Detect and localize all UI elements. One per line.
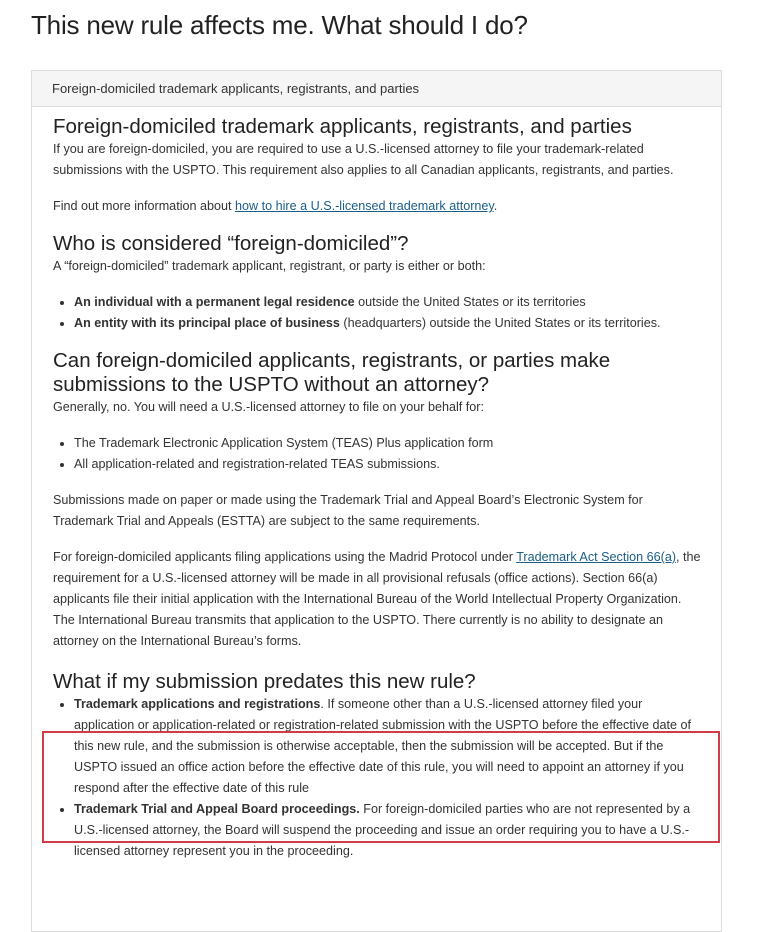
bold-text: An individual with a permanent legal residence xyxy=(74,295,355,309)
paragraph: A “foreign-domiciled” trademark applicant, registrant, or party is either or both: xyxy=(53,259,486,273)
paragraph xyxy=(53,196,705,217)
list-item xyxy=(74,292,705,313)
text: For foreign-domiciled applicants filing applications using the Madrid Protocol under xyxy=(53,550,517,564)
text: outside the United States or its territories xyxy=(354,295,586,309)
text: For foreign-domiciled parties who are not represented by a U.S.-licensed attorney, the Board will suspend the proceeding and issue an order requiring you to have a U.S.-licensed attorney represent you in the proceeding. xyxy=(74,802,691,858)
list-item xyxy=(74,694,705,799)
list-item: • All application-related and registration-related TEAS submissions. xyxy=(74,454,705,475)
text: , the requirement for a U.S.-licensed attorney will be made in all provisional refusals (office actions). Section 66(a) applicants file their initial application with the International Bureau of the World Intellectual Property Organization. The International Bureau transmits that application to the USPTO. There currently is no ability to designate an attorney on the International Bureau’s forms. xyxy=(53,550,701,648)
paragraph: Submissions made on paper or made using the Trademark Trial and Appeal Board’s Electronic System for Trademark Trial and Appeals (ESTTA) are subject to the same requirements. xyxy=(53,493,643,528)
list-item xyxy=(74,313,705,334)
hire-attorney-link[interactable]: how to hire a U.S.-licensed trademark attorney xyxy=(235,199,494,213)
section-heading: Can foreign-domiciled applicants, registrants, or parties make submissions to the USPTO without an attorney? xyxy=(53,349,611,396)
paragraph xyxy=(53,547,705,652)
bullet-list xyxy=(53,292,705,334)
paragraph: Generally, no. You will need a U.S.-licensed attorney to file on your behalf for: xyxy=(53,400,485,414)
section-heading: What if my submission predates this new rule? xyxy=(53,670,476,693)
panel-content xyxy=(32,107,721,862)
text: Find out more information about xyxy=(53,199,236,213)
text: . xyxy=(493,199,498,213)
bullet-list xyxy=(53,694,705,862)
text: (headquarters) outside the United States or its territories. xyxy=(339,316,661,330)
list-item: • The Trademark Electronic Application System (TEAS) Plus application form xyxy=(74,433,705,454)
bullet-list xyxy=(53,433,705,475)
section-66a-link[interactable]: Trademark Act Section 66(a) xyxy=(516,550,677,564)
paragraph: If you are foreign-domiciled, you are required to use a U.S.-licensed attorney to file your trademark-related submissions with the USPTO. This requirement also applies to all Canadian applicants, registrants, and parties. xyxy=(53,142,674,177)
page-title: This new rule affects me. What should I do? xyxy=(31,10,528,40)
section-heading: Foreign-domiciled trademark applicants, registrants, and parties xyxy=(53,115,632,138)
bold-text: Trademark Trial and Appeal Board proceedings. xyxy=(74,802,360,816)
bold-text: Trademark applications and registrations xyxy=(74,697,321,711)
text: . If someone other than a U.S.-licensed attorney filed your application or application-related or registration-related submission with the USPTO before the effective date of this new rule, and the submission is otherwise acceptable, then the submission will be accepted. But if the USPTO issued an office action before the effective date of this rule, you will need to appoint an attorney if you respond after the effective date of this rule xyxy=(74,697,691,795)
section-heading: Who is considered “foreign-domiciled”? xyxy=(53,232,409,255)
bold-text: An entity with its principal place of business xyxy=(74,316,340,330)
panel-header[interactable]: Foreign-domiciled trademark applicants, registrants, and parties xyxy=(32,71,721,107)
list-item xyxy=(74,799,705,862)
accordion-panel xyxy=(31,70,722,932)
